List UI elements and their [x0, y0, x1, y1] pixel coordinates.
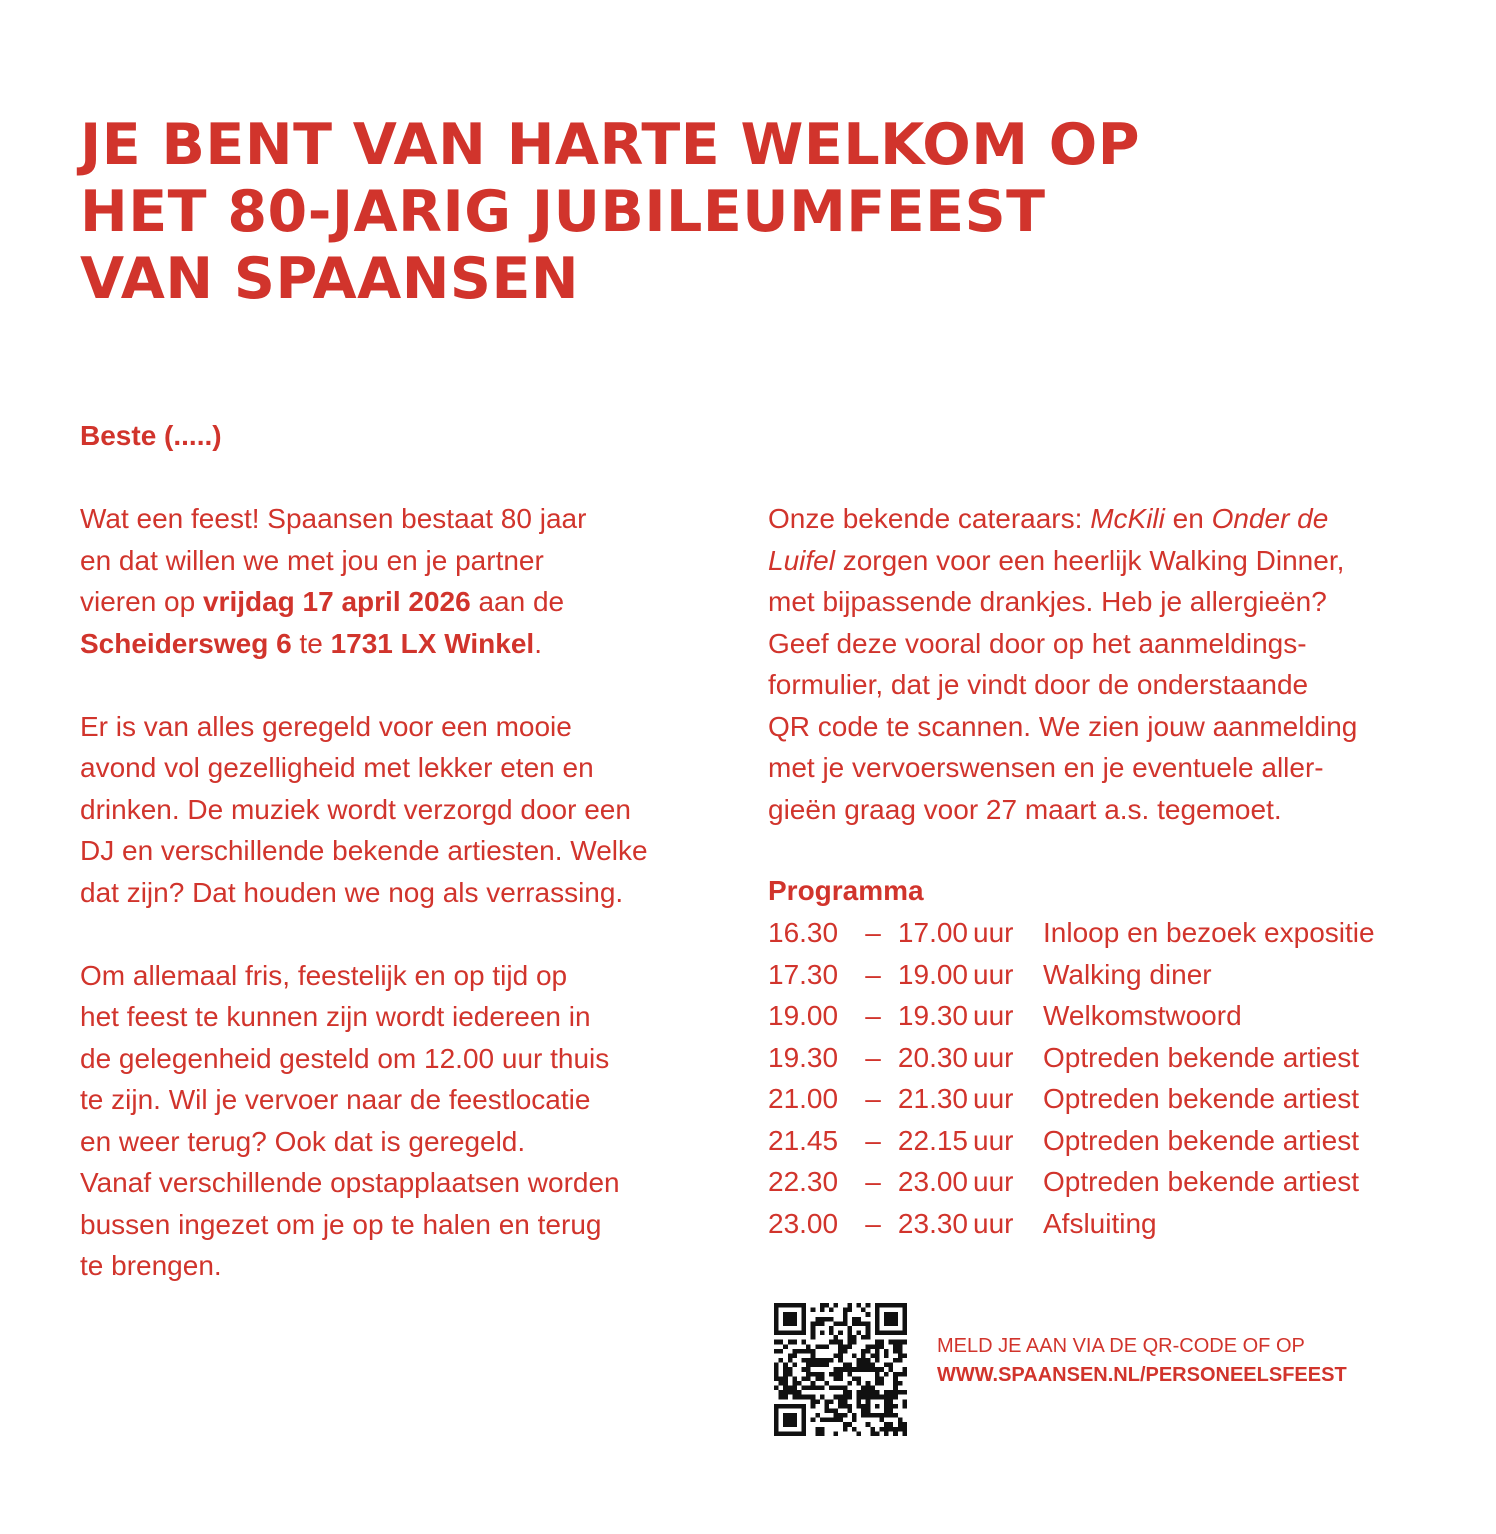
- activity: Optreden bekende artiest: [1043, 1124, 1359, 1156]
- qr-code-icon[interactable]: [774, 1303, 907, 1436]
- end-time: 21.30: [897, 1083, 968, 1114]
- start-time: 21.45: [768, 1124, 839, 1156]
- title-line-3: VAN SPAANSEN: [80, 246, 580, 312]
- caterer-name: Onder de: [1211, 503, 1329, 534]
- text-segment: zorgen voor een heerlijk Walking Dinner,: [834, 544, 1345, 576]
- start-time: 22.30: [768, 1166, 839, 1197]
- signup-block: [937, 1332, 1347, 1390]
- text-line: met bijpassende drankjes. Heb je allergieën?: [768, 586, 1327, 617]
- time-unit: uur: [973, 1041, 1014, 1073]
- paragraph-catering: [768, 498, 1448, 830]
- text-line: Vanaf verschillende opstapplaatsen worden: [80, 1167, 620, 1198]
- text-line: Om allemaal fris, feestelijk en op tijd op: [80, 959, 568, 991]
- text-segment: aan de: [470, 586, 565, 617]
- text-line: formulier, dat je vindt door de onderstaande: [768, 669, 1309, 700]
- text-line: en weer terug? Ook dat is geregeld.: [80, 1125, 526, 1157]
- programma-schedule: [768, 912, 1468, 1244]
- text-line: te zijn. Wil je vervoer naar de feestlocatie: [80, 1084, 591, 1115]
- greeting: Beste (.....): [80, 420, 222, 451]
- text-line: Geef deze vooral door op het aanmeldings-: [768, 627, 1307, 659]
- text-line: [768, 540, 1448, 582]
- activity: Afsluiting: [1043, 1207, 1157, 1239]
- text-segment: en: [1164, 503, 1212, 534]
- schedule-row: [768, 954, 1468, 996]
- text-line: [80, 581, 760, 623]
- end-time: 19.30: [897, 1000, 968, 1031]
- paragraph-invitation: [80, 498, 760, 664]
- end-time: 22.15: [897, 1124, 968, 1156]
- schedule-row: [768, 912, 1468, 954]
- time-unit: uur: [973, 1207, 1014, 1239]
- start-time: 23.00: [768, 1207, 839, 1239]
- time-unit: uur: [973, 958, 1014, 990]
- title-line-2: HET 80-JARIG JUBILEUMFEEST: [80, 179, 1046, 245]
- schedule-row: [768, 1161, 1468, 1203]
- time-dash: –: [865, 1166, 881, 1197]
- text-segment: Onze bekende cateraars:: [768, 503, 1091, 534]
- end-time: 17.00: [897, 917, 968, 948]
- activity: Welkomstwoord: [1043, 1000, 1242, 1031]
- text-line: met je vervoerswensen en je eventuele aller-: [768, 752, 1324, 783]
- schedule-row: [768, 1203, 1468, 1245]
- start-time: 21.00: [768, 1083, 839, 1114]
- end-time: 19.00: [897, 958, 968, 990]
- text-line: DJ en verschillende bekende artiesten. Welke: [80, 835, 648, 866]
- text-line: gieën graag voor 27 maart a.s. tegemoet.: [768, 793, 1282, 825]
- time-unit: uur: [973, 1166, 1014, 1197]
- schedule-row: [768, 995, 1468, 1037]
- paragraph-transport: [80, 955, 760, 1287]
- caterer-name: Luifel: [768, 544, 835, 576]
- activity: Optreden bekende artiest: [1043, 1041, 1359, 1073]
- left-column: [80, 498, 760, 1328]
- event-postcode-city: 1731 LX Winkel: [330, 627, 535, 659]
- text-segment: te: [291, 627, 331, 659]
- text-line: de gelegenheid gesteld om 12.00 uur thuis: [80, 1042, 610, 1074]
- time-dash: –: [865, 1041, 881, 1073]
- text-segment: .: [534, 627, 542, 659]
- time-unit: uur: [973, 917, 1014, 948]
- text-line: [80, 623, 760, 665]
- text-line: avond vol gezelligheid met lekker eten en: [80, 752, 594, 783]
- activity: Optreden bekende artiest: [1043, 1083, 1359, 1114]
- activity: Inloop en bezoek expositie: [1043, 917, 1375, 948]
- programma-heading: Programma: [768, 875, 924, 906]
- end-time: 23.00: [897, 1166, 968, 1197]
- end-time: 20.30: [897, 1041, 968, 1073]
- text-line: te brengen.: [80, 1250, 222, 1281]
- end-time: 23.30: [897, 1207, 968, 1239]
- text-line: bussen ingezet om je op te halen en terug: [80, 1208, 602, 1240]
- time-dash: –: [865, 1000, 881, 1031]
- time-dash: –: [865, 917, 881, 948]
- text-line: QR code te scannen. We zien jouw aanmelding: [768, 710, 1358, 742]
- right-column: [768, 498, 1448, 872]
- signup-url-link[interactable]: WWW.SPAANSEN.NL/PERSONEELSFEEST: [937, 1364, 1347, 1386]
- text-line: drinken. De muziek wordt verzorgd door een: [80, 793, 631, 825]
- event-street: Scheidersweg 6: [80, 627, 292, 659]
- text-line: het feest te kunnen zijn wordt iedereen in: [80, 1001, 591, 1032]
- caterer-name: McKili: [1090, 503, 1165, 534]
- text-line: Wat een feest! Spaansen bestaat 80 jaar: [80, 503, 587, 534]
- start-time: 19.00: [768, 1000, 839, 1031]
- schedule-row: [768, 1120, 1468, 1162]
- time-unit: uur: [973, 1000, 1014, 1031]
- text-line: [768, 498, 1448, 540]
- time-dash: –: [865, 1083, 881, 1114]
- time-dash: –: [865, 1207, 881, 1239]
- start-time: 16.30: [768, 917, 839, 948]
- title-line-1: JE BENT VAN HARTE WELKOM OP: [80, 112, 1141, 178]
- text-line: en dat willen we met jou en je partner: [80, 544, 544, 576]
- time-unit: uur: [973, 1083, 1014, 1114]
- text-line: Er is van alles geregeld voor een mooie: [80, 710, 572, 742]
- text-line: dat zijn? Dat houden we nog als verrassing.: [80, 876, 624, 908]
- start-time: 17.30: [768, 958, 839, 990]
- time-dash: –: [865, 1124, 881, 1156]
- paragraph-evening: [80, 706, 760, 914]
- time-unit: uur: [973, 1124, 1014, 1156]
- time-dash: –: [865, 958, 881, 990]
- signup-instruction: MELD JE AAN VIA DE QR-CODE OF OP: [937, 1335, 1305, 1357]
- schedule-row: [768, 1037, 1468, 1079]
- page-title: [80, 112, 1280, 313]
- activity: Walking diner: [1043, 958, 1212, 990]
- activity: Optreden bekende artiest: [1043, 1166, 1359, 1197]
- start-time: 19.30: [768, 1041, 839, 1073]
- text-segment: vieren op: [80, 586, 203, 617]
- event-date: vrijdag 17 april 2026: [202, 586, 471, 617]
- schedule-row: [768, 1078, 1468, 1120]
